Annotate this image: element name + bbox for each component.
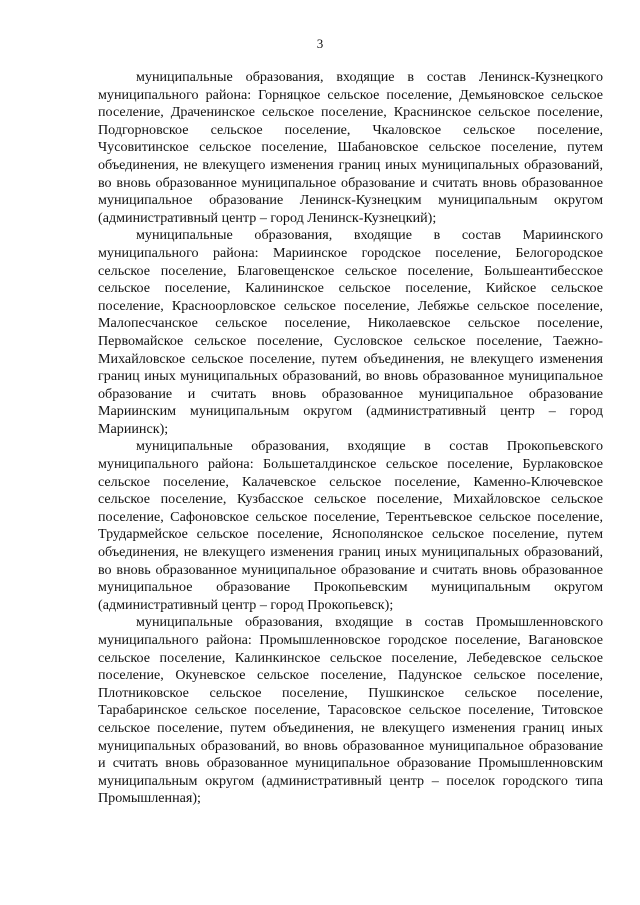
page-number: 3: [316, 36, 324, 51]
paragraph-mariinsky: муниципальные образования, входящие в состав Мариинского муниципального района: Мариинское городское поселение, Белогородское сельское поселение, Благовещенское сельское поселение, Большеантибесское сельское поселение, Калининское сельское поселение, Кийское сельское поселение, Красноорловское сельское поселение, Лебяжье сельское поселение, Малопесчанское сельское поселение, Николаевское сельское поселение, Первомайское сельское поселение, Сусловское сельское поселение, Таежно-Михайловское сельское поселение, путем объединения, не влекущего изменения границ иных муниципальных образований, во вновь образованное муниципальное образование и считать вновь образованное муниципальное образование Мариинским муниципальным округом (административный центр – город Мариинск);: [98, 227, 603, 437]
paragraph-prokopyevsky: муниципальные образования, входящие в состав Прокопьевского муниципального района: Большеталдинское сельское поселение, Бурлаковское сельское поселение, Калачевское сельское поселение, Каменно-Ключевское сельское поселение, Кузбасское сельское поселение, Михайловское сельское поселение, Сафоновское сельское поселение, Терентьевское сельское поселение, Трудармейское сельское поселение, Яснополянское сельское поселение, путем объединения, не влекущего изменения границ иных муниципальных образований, во вновь образованное муниципальное образование и считать вновь образованное муниципальное образование Прокопьевским муниципальным округом (административный центр – город Прокопьевск);: [98, 438, 603, 613]
document-body: [98, 69, 603, 808]
paragraph-leninsk-kuznetsky: муниципальные образования, входящие в состав Ленинск-Кузнецкого муниципального района: Горняцкое сельское поселение, Демьяновское сельское поселение, Драченинское сельское поселение, Краснинское сельское поселение, Подгорновское сельское поселение, Чкаловское сельское поселение, Чусовитинское сельское поселение, Шабановское сельское поселение, путем объединения, не влекущего изменения границ иных муниципальных образований, во вновь образованное муниципальное образование и считать вновь образованное муниципальное образование Ленинск-Кузнецким муниципальным округом (административный центр – город Ленинск-Кузнецкий);: [98, 69, 603, 226]
paragraph-promyshlennovsky: муниципальные образования, входящие в состав Промышленновского муниципального района: Промышленновское городское поселение, Вагановское сельское поселение, Калинкинское сельское поселение, Лебедевское сельское поселение, Окуневское сельское поселение, Падунское сельское поселение, Плотниковское сельское поселение, Пушкинское сельское поселение, Тарабаринское сельское поселение, Тарасовское сельское поселение, Титовское сельское поселение, путем объединения, не влекущего изменения границ иных муниципальных образований, во вновь образованное муниципальное образование и считать вновь образованное муниципальное образование Промышленновским муниципальным округом (административный центр – поселок городского типа Промышленная);: [98, 614, 603, 807]
